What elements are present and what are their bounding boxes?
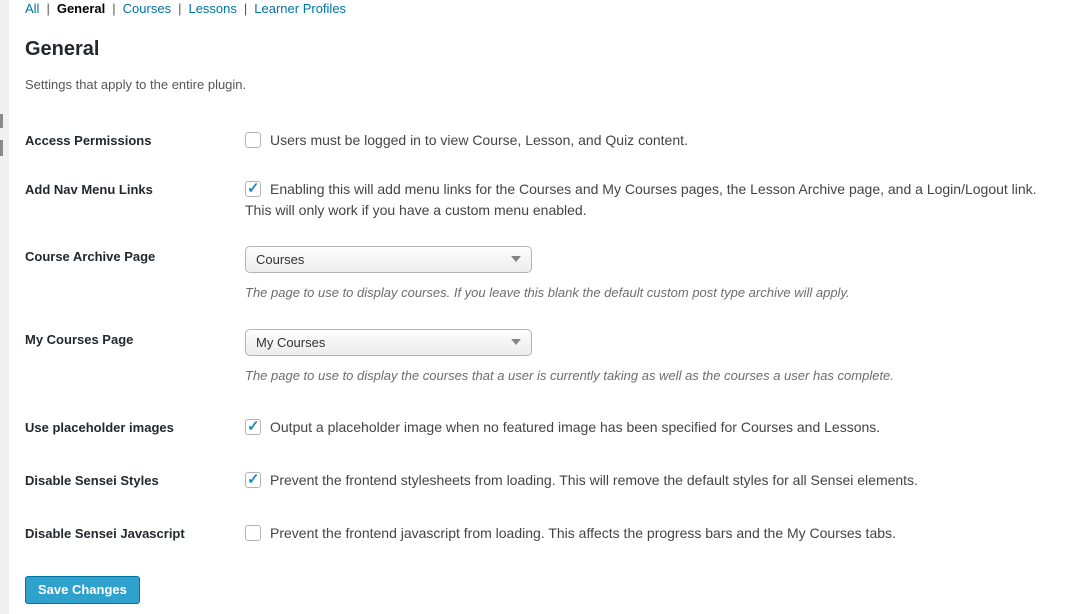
check-icon: ✓	[247, 417, 260, 435]
nav-separator: |	[243, 1, 248, 16]
form-row-add-nav-menu-links	[25, 179, 1066, 221]
nav-separator: |	[46, 1, 50, 16]
tab-all[interactable]: All	[25, 1, 40, 16]
check-icon: ✓	[247, 470, 260, 488]
form-row-my-courses-page	[25, 329, 1066, 385]
checkbox-label: Output a placeholder image when no featured image has been specified for Courses and Lessons.	[270, 418, 881, 435]
settings-tab-nav	[25, 2, 1066, 16]
checkbox-label: Users must be logged in to view Course, Lesson, and Quiz content.	[270, 131, 688, 148]
scrollbar-fragment	[0, 114, 3, 128]
settings-form	[25, 130, 1066, 544]
form-row-course-archive-page	[25, 246, 1066, 302]
settings-page	[25, 0, 1066, 604]
page-select[interactable]	[245, 329, 532, 356]
field-control	[245, 329, 894, 385]
tab-general[interactable]: General	[56, 1, 106, 16]
field-description: The page to use to display the courses that a user is currently taking as well as the courses a user has complete.	[245, 367, 894, 383]
field-description: The page to use to display courses. If you leave this blank the default custom post type archive will apply.	[245, 284, 850, 300]
field-label: My Courses Page	[25, 331, 134, 347]
form-row-disable-sensei-javascript	[25, 523, 1066, 544]
field-label: Course Archive Page	[25, 248, 156, 264]
nav-separator: |	[112, 1, 116, 16]
page-subtitle: Settings that apply to the entire plugin.	[25, 77, 247, 92]
checkbox[interactable]	[245, 525, 261, 541]
checkbox[interactable]	[245, 419, 261, 435]
select-value: My Courses	[256, 334, 326, 350]
chevron-down-icon	[511, 256, 521, 262]
field-label: Use placeholder images	[25, 419, 174, 435]
left-edge-strip	[0, 0, 9, 614]
save-changes-button[interactable]: Save Changes	[25, 576, 140, 604]
field-label: Access Permissions	[25, 132, 152, 148]
tab-learner-profiles[interactable]: Learner Profiles	[254, 1, 347, 16]
select-value: Courses	[256, 251, 305, 267]
field-label: Disable Sensei Javascript	[25, 525, 185, 541]
tab-courses[interactable]: Courses	[122, 1, 172, 16]
chevron-down-icon	[511, 339, 521, 345]
scrollbar-fragment	[0, 140, 3, 156]
form-row-use-placeholder-images	[25, 417, 1066, 438]
check-icon: ✓	[247, 179, 260, 197]
field-control	[245, 179, 1045, 221]
checkbox[interactable]	[245, 132, 261, 148]
field-label: Disable Sensei Styles	[25, 472, 159, 488]
tab-lessons[interactable]: Lessons	[188, 1, 237, 16]
field-control	[245, 523, 896, 544]
checkbox-label: Prevent the frontend javascript from loading. This affects the progress bars and the My Courses tabs.	[270, 524, 896, 541]
field-control	[245, 417, 880, 438]
field-control	[245, 130, 688, 151]
checkbox[interactable]	[245, 472, 261, 488]
checkbox[interactable]	[245, 181, 261, 197]
form-row-disable-sensei-styles	[25, 470, 1066, 491]
page-select[interactable]	[245, 246, 532, 273]
checkbox-label: Prevent the frontend stylesheets from loading. This will remove the default styles for all Sensei elements.	[270, 471, 918, 488]
field-label: Add Nav Menu Links	[25, 181, 153, 197]
nav-separator: |	[178, 1, 182, 16]
field-control	[245, 246, 850, 302]
form-row-access-permissions	[25, 130, 1066, 151]
checkbox-label: Enabling this will add menu links for the Courses and My Courses pages, the Lesson Archive page, and a Login/Logout link. This will only work if you have a custom menu enabled.	[245, 180, 1037, 218]
page-title: General	[25, 38, 100, 60]
field-control	[245, 470, 918, 491]
